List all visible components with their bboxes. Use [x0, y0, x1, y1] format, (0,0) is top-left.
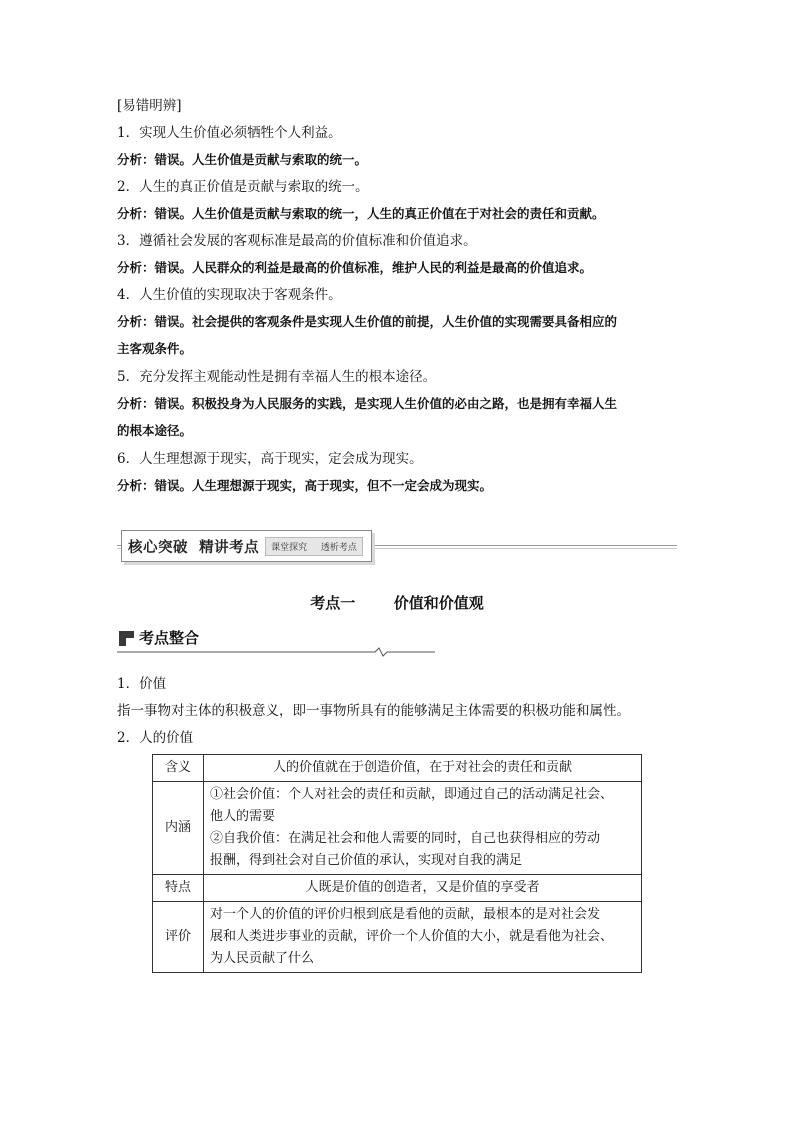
banner-main-text: 核心突破 精讲考点 [128, 539, 260, 556]
table-cell-line: 对一个人的价值的评价归根到底是看他的贡献，最根本的是对社会发 [210, 907, 601, 922]
subsection-title: 考点整合 [139, 629, 200, 647]
table-row-content [204, 782, 642, 875]
errata-analysis-4-cont: 主客观条件。 [117, 341, 193, 356]
errata-question-2: 2．人生的真正价值是贡献与索取的统一。 [117, 179, 369, 195]
table-cell-line: ②自我价值：在满足社会和他人需要的同时，自己也获得相应的劳动 [210, 831, 601, 846]
point-2-label: 2．人的价值 [117, 730, 194, 746]
table-row-key: 内涵 [153, 782, 204, 875]
table-cell-line: 人既是价值的创造者，又是价值的享受者 [305, 880, 540, 895]
table-cell-line: 人的价值就在于创造价值，在于对社会的责任和贡献 [272, 760, 572, 775]
errata-heading: [易错明辨] [117, 98, 182, 114]
table-row [153, 755, 642, 782]
square-bullet-notch [126, 638, 134, 646]
errata-question-6: 6．人生理想源于现实，高于现实，定会成为现实。 [117, 451, 423, 467]
point-1-text: 指一事物对主体的积极意义，即一事物所具有的能够满足主体需要的积极功能和属性。 [117, 703, 630, 719]
point-1-label: 1．价值 [117, 676, 167, 692]
banner-box [121, 530, 372, 562]
errata-analysis-4: 分析：错误。社会提供的客观条件是实现人生价值的前提，人生价值的实现需要具备相应的 [117, 314, 618, 329]
table-cell-line: 报酬，得到社会对自己价值的承认，实现对自我的满足 [210, 853, 523, 868]
section-title: 考点一 价值和价值观 [310, 594, 484, 612]
table-cell-line: 为人民贡献了什么 [210, 951, 315, 966]
errata-analysis-2: 分析：错误。人生价值是贡献与索取的统一，人生的真正价值在于对社会的责任和贡献。 [117, 206, 605, 221]
table-row-key: 评价 [153, 902, 204, 973]
table-row [153, 782, 642, 875]
errata-question-1: 1．实现人生价值必须牺牲个人利益。 [117, 125, 342, 141]
table-cell-line: 展和人类进步事业的贡献，评价一个人价值的大小，就是看他为社会、 [210, 929, 614, 944]
table-row-content [204, 902, 642, 973]
errata-analysis-1: 分析：错误。人生价值是贡献与索取的统一。 [117, 152, 368, 167]
section-banner [117, 530, 677, 564]
errata-question-5: 5．充分发挥主观能动性是拥有幸福人生的根本途径。 [117, 369, 437, 385]
errata-analysis-6: 分析：错误。人生理想源于现实，高于现实，但不一定会成为现实。 [117, 478, 493, 493]
errata-question-4: 4．人生价值的实现取决于客观条件。 [117, 287, 342, 303]
subsection-underline [117, 646, 435, 658]
table-row-key: 特点 [153, 875, 204, 902]
table-cell-line: 他人的需要 [210, 809, 276, 824]
table-row-content [204, 875, 642, 902]
table-row [153, 875, 642, 902]
errata-question-3: 3．遵循社会发展的客观标准是最高的价值标准和价值追求。 [117, 233, 477, 249]
human-value-table [152, 754, 642, 973]
banner-sub-text: 课堂探究 透析考点 [265, 537, 363, 556]
errata-analysis-5: 分析：错误。积极投身为人民服务的实践，是实现人生价值的必由之路，也是拥有幸福人生 [117, 396, 618, 411]
table-row [153, 902, 642, 973]
errata-analysis-5-cont: 的根本途径。 [117, 423, 193, 438]
subsection-header [117, 626, 435, 656]
errata-analysis-3: 分析：错误。人民群众的利益是最高的价值标准，维护人民的利益是最高的价值追求。 [117, 260, 593, 275]
table-row-content [204, 755, 642, 782]
table-cell-line: ①社会价值：个人对社会的责任和贡献，即通过自己的活动满足社会、 [210, 787, 614, 802]
table-row-key: 含义 [153, 755, 204, 782]
